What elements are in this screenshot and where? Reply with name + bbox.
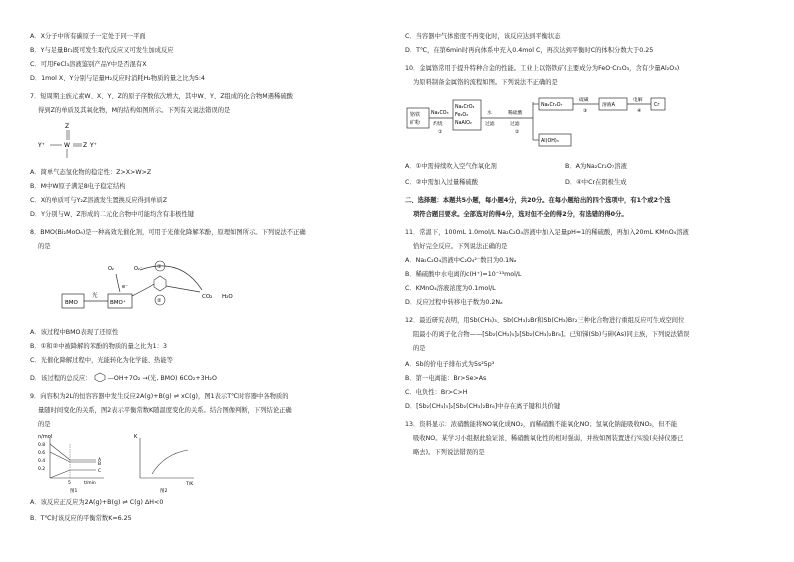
fig2-xlabel: T/K xyxy=(186,482,194,487)
q11-option-c: C．KMnO₄溶液浓度为0.1mol/L xyxy=(405,285,496,292)
q12-option-c: C．电负性：Br>C>H xyxy=(405,389,468,396)
q8-bmo-plus: BMO⁺ xyxy=(110,300,126,306)
fig1-curve-a xyxy=(50,444,96,460)
q12-option-b: B．第一电离能：Br>Se>As xyxy=(405,375,487,382)
q9-option-a: A．该反应正反应为2A(g)+B(g) ⇌ C(g) ΔH<0 xyxy=(30,499,164,506)
q12-option-d: D．[Sb₂(CH₃)₅]₂[Sb₂(CH₃)₂Br₆]中存在离子键和共价键 xyxy=(405,403,561,410)
section-2-header-line2: 项符合题目要求。全部选对的得4分，选对但不全的得2分，有选错的得0分。 xyxy=(413,211,628,218)
q6-option-d: D．1mol X、Y分别与足量H₂反应时消耗H₂物质的量之比为5:4 xyxy=(30,75,206,82)
q7-structure-figure xyxy=(38,120,108,164)
q9-option-d: D．T℃，在第6min时再向体系中充入0.4mol C，再次达到平衡时C的体积分数大于0.25 xyxy=(405,47,654,54)
q10-option-b: B．A为Na₂Cr₂O₇溶液 xyxy=(565,163,627,170)
fig1-label-b: B xyxy=(98,462,102,467)
q7-option-b: B．M中W原子满足8电子稳定结构 xyxy=(30,183,126,190)
flow-na2cro4: Na₂CrO₄ xyxy=(455,105,475,110)
fig2-k-curve xyxy=(152,450,188,474)
q13-stem-line3: 略去)。下列说法错误的是 xyxy=(413,449,485,456)
flow-ore-1: 铬铁 xyxy=(410,112,421,118)
q10-option-a: A．①中需持续吹入空气作氧化剂 xyxy=(405,163,497,170)
q8-light: 光 xyxy=(92,293,98,299)
flow-calcine: 灼烧 xyxy=(433,122,443,127)
q9-stem-line3: 的是 xyxy=(38,421,51,428)
phenol-ring-icon xyxy=(154,276,166,291)
fig1-ytick-0.8: 0.8 xyxy=(38,443,46,448)
q8-o2-radical: O₂⁻ xyxy=(134,266,143,272)
q7-option-a: A．简单气态氢化物的稳定性：Z>X>W>Z xyxy=(30,169,152,176)
q9-stem-line2: 量随时间变化的关系，图2表示平衡常数K随温度变化的关系。结合图像判断，下列结论正确 xyxy=(38,407,292,414)
q11-option-b: B．稀硫酸中水电离的c(H⁺)=10⁻¹³mol/L xyxy=(405,271,522,278)
flow-step-2: ② xyxy=(515,130,520,135)
fig1-caption: 图1 xyxy=(70,489,78,494)
q10-option-d: D．④中Cr在阴极生成 xyxy=(565,179,627,186)
q7-stem-line2: 得到Z的单质及其氧化物，M的结构如图所示。下列有关说法错误的是 xyxy=(38,107,231,114)
q13-stem-line2: 吸收NO。某学习小组据此验证浓、稀硝酸氧化性的相对强弱，并按如图装置进行实验(夹持仪器已 xyxy=(413,435,684,442)
q9-stem-line1: 9．向容积为2L的恒容容器中发生反应2A(g)+B(g) ⇌ xC(g)，图1表示T℃时容器中各物质的 xyxy=(30,393,289,400)
fig1-curve-c xyxy=(50,470,96,478)
q8-option-d xyxy=(30,372,217,383)
flow-na2cr2o7: Na₂Cr₂O₇ xyxy=(541,103,563,108)
fig1-ytick-0.6: 0.6 xyxy=(38,451,46,456)
q7-option-c: C．X的单质可与Y₂Z溶液发生置换反应得到单质Z xyxy=(30,197,168,204)
q8-step-2: ② xyxy=(157,298,162,304)
q12-stem-line3: 的是 xyxy=(413,345,426,352)
q11-option-d: D．反应过程中转移电子数为0.2Nₐ xyxy=(405,299,503,306)
fig1-xlabel: t/min xyxy=(84,481,96,486)
q11-option-a: A．Na₂C₂O₄溶液中C₂O₄²⁻数目为0.1Nₐ xyxy=(405,257,517,264)
q8-mechanism-figure xyxy=(60,256,260,326)
fig1-label-c: C xyxy=(98,469,102,474)
q7-y-left: Y⁺ xyxy=(38,142,45,149)
q12-stem-line2: 阻最小的离子化合物——[Sb₂(CH₃)₅]₂[Sb₂(CH₃)₂Br₆]。已知锑(Sb)与砷(As)同主族，下列说法错误 xyxy=(413,331,690,338)
q9-option-b: B．T℃时该反应的平衡常数K=6.25 xyxy=(30,515,132,522)
flow-dilute-acid: 稀硫酸 xyxy=(508,111,523,116)
flow-step-4: ④ xyxy=(637,109,642,114)
q8-option-a: A．该过程中BMO表现了还原性 xyxy=(30,329,119,336)
q9-figure-2 xyxy=(130,432,210,494)
q8-o2: O₂ xyxy=(108,266,114,272)
q8-step-1: ① xyxy=(157,264,162,270)
q8-electron: e⁻ xyxy=(122,284,128,290)
q11-stem-line1: 11．常温下，100mL 1.0mol/L Na₂C₂O₄溶液中加入足量pH=1的稀硫酸，再加入20mL KMnO₄溶液 xyxy=(405,229,689,236)
flow-naalo2: NaAlO₂ xyxy=(455,121,472,126)
q7-option-d: D．Y分别与W、Z形成的二元化合物中可能均含有非极性键 xyxy=(30,211,195,218)
q10-flowchart xyxy=(405,94,685,158)
fig1-ylabel: n/mol xyxy=(38,434,53,440)
q7-y-right: Y⁺ xyxy=(90,142,97,149)
q10-stem-line2: 为原料制备金属铬的流程如图。下列说法不正确的是 xyxy=(413,79,558,86)
fig1-ytick-0.2: 0.2 xyxy=(38,467,46,472)
flow-sulfur: 硫磺 xyxy=(579,98,589,103)
flow-water: 水 xyxy=(487,111,492,116)
flow-step-3: ③ xyxy=(583,109,588,114)
q6-option-a: A．X分子中所有碳原子一定处于同一平面 xyxy=(30,33,146,40)
q8-co2: CO₂ xyxy=(202,294,213,300)
q12-option-a: A．Sb的价电子排布式为5s²5p³ xyxy=(405,361,495,368)
section-2-header-line1: 二、选择题：本题共5小题，每小题4分，共20分。在每小题给出的四个选项中，有1个或2个选 xyxy=(405,197,671,204)
flow-filter-2: 过滤 xyxy=(510,122,520,127)
flow-step-1: ① xyxy=(438,130,443,135)
flow-cr: Cr xyxy=(654,103,660,108)
q7-w-atom: W xyxy=(64,142,70,149)
flow-ore-2: 矿粉 xyxy=(410,120,421,126)
q8-stem-line1: 8．BMO(Bi₂MoO₆)是一种高效光催化剂，可用于光催化降解苯酚，原理如图所示。下列说法不正确 xyxy=(30,229,306,236)
flow-na2co3: Na₂CO₃ xyxy=(431,111,449,116)
flow-fe2o3: Fe₂O₃ xyxy=(455,113,469,118)
fig1-ytick-0.4: 0.4 xyxy=(38,459,46,464)
fig1-label-a: A xyxy=(98,458,102,463)
q6-option-c: C．可用FeCl₃溶液鉴别产品Y中是否混有X xyxy=(30,61,147,68)
q10-option-c: C．②中需加入过量稀硫酸 xyxy=(405,179,479,186)
q8-option-b: B．①和②中被降解的苯酚的物质的量之比为1：3 xyxy=(30,343,167,350)
q7-z-mid: Z xyxy=(83,142,88,149)
flow-solution-a: 溶液A xyxy=(602,103,615,108)
q8-stem-line2: 的是 xyxy=(38,243,51,250)
q9-option-c: C．当容器中气体密度不再变化时，该反应达到平衡状态 xyxy=(405,33,561,40)
q8-bmo: BMO xyxy=(65,300,78,306)
q10-stem-line1: 10．金属铬常用于提升特种合金的性能。工业上以铬铁矿(主要成分为FeO·Cr₂O₃，含有少量Al₂O₃) xyxy=(405,65,680,72)
flow-electrolysis: 电解 xyxy=(633,98,643,103)
benzene-ring-icon xyxy=(94,372,106,382)
q8-option-d-label: D．该过程的总反应： xyxy=(30,375,92,382)
fig2-caption: 图2 xyxy=(160,489,168,494)
q8-option-c: C．光催化降解过程中，光能转化为化学能、热能等 xyxy=(30,357,173,364)
fig2-ylabel: K xyxy=(134,434,138,440)
q8-option-d-equation: —OH+7O₂ →(光, BMO) 6CO₂+3H₂O xyxy=(107,375,217,382)
flow-aloh3: Al(OH)₃ xyxy=(541,139,559,144)
q6-option-b: B．Y与足量Br₂既可发生取代反应又可发生加成反应 xyxy=(30,47,174,54)
q12-stem-line1: 12．最近研究表明，用Sb(CH₃)₃、Sb(CH₃)₂Br和Sb(CH₃)Br₂三种化合物进行重组反应可生成空间位 xyxy=(405,317,685,324)
fig1-curve-b xyxy=(50,452,96,462)
q11-stem-line2: 恰好完全反应。下列说法正确的是 xyxy=(413,243,508,250)
flow-filter-1: 过滤 xyxy=(485,122,495,127)
fig1-xtick-5: 5 xyxy=(68,481,71,486)
q7-z-top: Z xyxy=(65,123,70,130)
q9-figure-1 xyxy=(36,432,116,494)
q7-stem-line1: 7．短周期主族元素W、X、Y、Z的原子序数依次增大，其中W、Y、Z组成的化合物M遇稀硫酸 xyxy=(30,93,293,100)
q8-h2o: H₂O xyxy=(222,294,233,300)
q13-stem-line1: 13．资料显示：浓硝酸能将NO氧化成NO₂，而稀硝酸不能氧化NO；氢氧化钠能吸收NO₂，但不能 xyxy=(405,421,678,428)
